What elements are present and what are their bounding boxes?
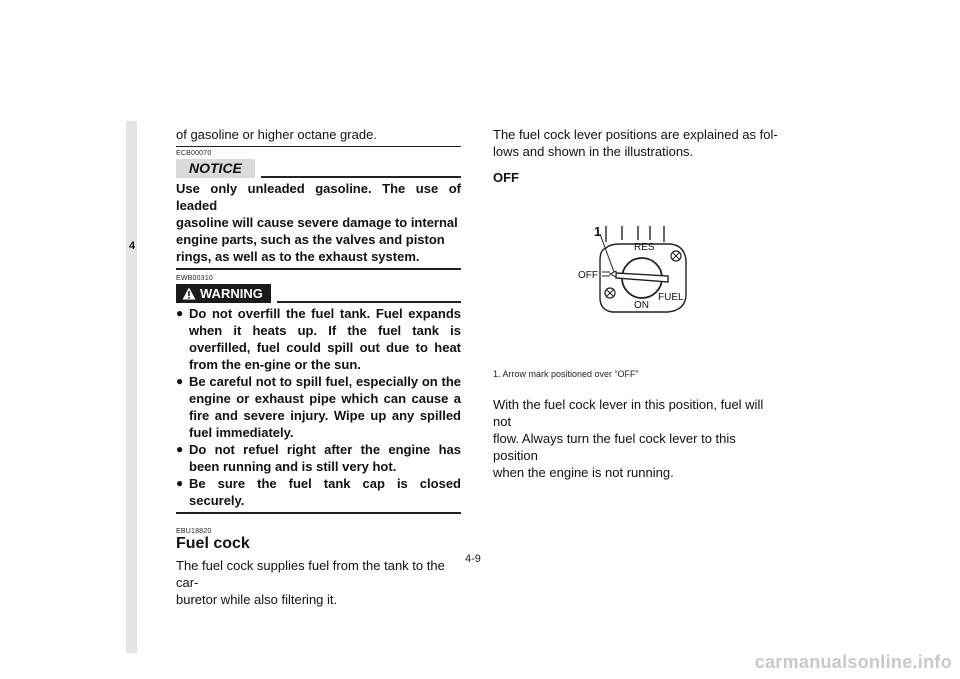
right-body xyxy=(493,396,783,481)
bullet-icon: ● xyxy=(176,306,184,320)
watermark: carmanualsonline.info xyxy=(754,652,952,672)
notice-line: rings, as well as to the exhaust system. xyxy=(176,249,420,264)
section-line: buretor while also filtering it. xyxy=(176,592,338,607)
warning-code: EWB00310 xyxy=(176,275,214,282)
figure-caption-block xyxy=(493,369,778,379)
section-body xyxy=(176,557,461,608)
section-line: The fuel cock supplies fuel from the tank to the car- xyxy=(176,558,445,590)
left-column xyxy=(176,126,461,608)
fuel-cock-illustration xyxy=(570,220,700,320)
list-item: ● Do not refuel right after the engine has been running and is still very hot. xyxy=(176,442,461,474)
rib-lines xyxy=(606,226,664,242)
notice-rule xyxy=(261,176,461,178)
notice-body xyxy=(176,180,461,265)
notice-code: ECB00070 xyxy=(176,150,212,157)
list-item: ● Be sure the fuel tank cap is closed securely. xyxy=(176,476,461,508)
warning-end-rule xyxy=(176,512,461,514)
notice-line: Use only unleaded gasoline. The use of leaded xyxy=(176,181,461,213)
warning-triangle-icon xyxy=(182,287,196,300)
bullet-icon: ● xyxy=(176,476,184,490)
warning-rule xyxy=(277,301,461,303)
bullet-icon: ● xyxy=(176,442,184,456)
body-line: when the engine is not running. xyxy=(493,465,674,480)
notice-end-rule xyxy=(176,268,461,270)
divider xyxy=(176,146,461,147)
notice-header xyxy=(176,159,461,178)
label-off: OFF xyxy=(578,270,598,281)
label-on: ON xyxy=(634,300,649,311)
screw-icon xyxy=(671,251,681,261)
label-res: RES xyxy=(634,242,655,253)
figure-caption: 1. Arrow mark positioned over “OFF” xyxy=(493,369,639,379)
callout-number: 1 xyxy=(594,224,602,239)
warning-header xyxy=(176,284,461,303)
position-heading: OFF xyxy=(493,170,519,185)
chapter-number: 4 xyxy=(128,240,136,252)
right-column xyxy=(493,126,778,186)
body-line: With the fuel cock lever in this position, fuel will not xyxy=(493,397,764,429)
warning-badge xyxy=(176,284,271,303)
section-code: EBU18820 xyxy=(176,528,212,535)
section-title: Fuel cock xyxy=(176,535,250,552)
warning-label: WARNING xyxy=(200,286,263,301)
warning-list xyxy=(176,305,461,509)
label-fuel: FUEL xyxy=(658,292,684,303)
notice-badge: NOTICE xyxy=(176,159,255,178)
list-item: ● Be careful not to spill fuel, especially on the engine or exhaust pipe which can cause a fire and severe injury. Wipe up any spilled fuel immediately. xyxy=(176,374,461,440)
screw-icon xyxy=(605,288,615,298)
list-item: ● Do not overfill the fuel tank. Fuel expands when it heats up. If the fuel tank is overfilled, fuel could spill out due to heat from the en-gine or the sun. xyxy=(176,306,461,372)
intro-line: The fuel cock lever positions are explained as fol- xyxy=(493,127,778,142)
notice-line: gasoline will cause severe damage to internal xyxy=(176,215,458,230)
chapter-side-tab xyxy=(126,121,137,653)
intro-line: lows and shown in the illustrations. xyxy=(493,144,694,159)
bullet-icon: ● xyxy=(176,374,184,388)
notice-line: engine parts, such as the valves and piston xyxy=(176,232,445,247)
intro-text: of gasoline or higher octane grade. xyxy=(176,127,377,142)
body-line: flow. Always turn the fuel cock lever to this position xyxy=(493,431,736,463)
page-number: 4-9 xyxy=(465,553,481,565)
